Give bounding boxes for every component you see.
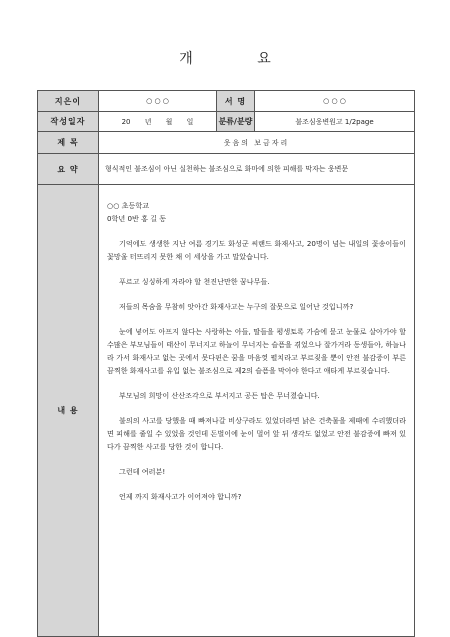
document-title: 개 요 <box>179 51 301 67</box>
summary-label: 요 약 <box>38 154 99 185</box>
paragraph-3: 저들의 목숨을 무참히 앗아간 화재사고는 누구의 잘못으로 일어난 것입니까? <box>119 302 354 311</box>
author-row <box>38 91 415 112</box>
date-row <box>38 112 415 132</box>
subject-label: 제 목 <box>38 132 99 154</box>
name-value: ○ ○ ○ <box>255 91 415 112</box>
overview-form-table <box>37 90 415 637</box>
paragraph-8: 언제 까지 화재사고가 이어져야 합니까? <box>119 492 242 501</box>
paragraph-4: 눈에 넣어도 아프지 않다는 사랑하는 아들, 딸들을 평생토록 가슴에 묻고 눈물로 살아가야 할 수많은 부모님들이 태산이 무너지고 하늘이 무너지는 슬픔을 겪었으나 잘가거라 동생들아, 하늘나라 가서 화재사고 없는 곳에서 못다핀은 꿈을 마음껏 펼치라고 부르짖을 뿐이 안전 불감증이 부른 끔찍한 화재사고를 유입 없는 불조심으로 제2의 슬픔을 막아야 한다고 애타게 부르짖습니다. <box>107 327 406 375</box>
subject-value: 웃음의 보금자리 <box>99 132 415 154</box>
date-value: 20 년 월 일 <box>99 112 217 132</box>
student-line: 0학년 0반 홍 길 동 <box>107 214 167 223</box>
content-body <box>99 185 415 637</box>
summary-row <box>38 154 415 185</box>
paragraph-1: 기억에도 생생한 지난 여름 경기도 화성군 씨랜드 화재사고, 20명이 넘는 내일의 꽃송이들이 꽃망울 터뜨리지 못한 채 이 세상을 가고 말았습니다. <box>107 239 406 261</box>
paragraph-7: 그런데 여러분! <box>119 467 166 476</box>
summary-value: 형식적인 불조심이 아닌 실천하는 불조심으로 화마에 의한 피해를 막자는 웅변문 <box>99 154 415 185</box>
paragraph-6: 불의의 사고를 당했을 때 빠져나갈 비상구라도 있었더라면 낡은 건축물을 제때에 수리했더라면 피해를 줄일 수 있었을 것인데 돈벌이에 눈이 멀어 앞 뒤 생각도 없었고 안전 불감증에 빠져 있다가 끔찍한 사고를 당한 것이 합니다. <box>107 416 406 451</box>
paragraph-2: 푸르고 싱싱하게 자라야 할 천진난만한 꿈나무들. <box>119 277 270 286</box>
content-row <box>38 185 415 637</box>
author-value: ○ ○ ○ <box>99 91 217 112</box>
school-line: ○○ 초등학교 <box>107 201 150 210</box>
paragraph-5: 부모님의 희망이 산산조각으로 부서지고 공든 탑은 무너졌습니다. <box>119 391 320 400</box>
date-label: 작성일자 <box>38 112 99 132</box>
subject-row <box>38 132 415 154</box>
name-label: 서 명 <box>217 91 255 112</box>
content-label: 내 용 <box>38 185 99 637</box>
category-value: 불조심웅변원고 1/2page <box>255 112 415 132</box>
category-label: 분류/분량 <box>217 112 255 132</box>
author-label: 지은이 <box>38 91 99 112</box>
